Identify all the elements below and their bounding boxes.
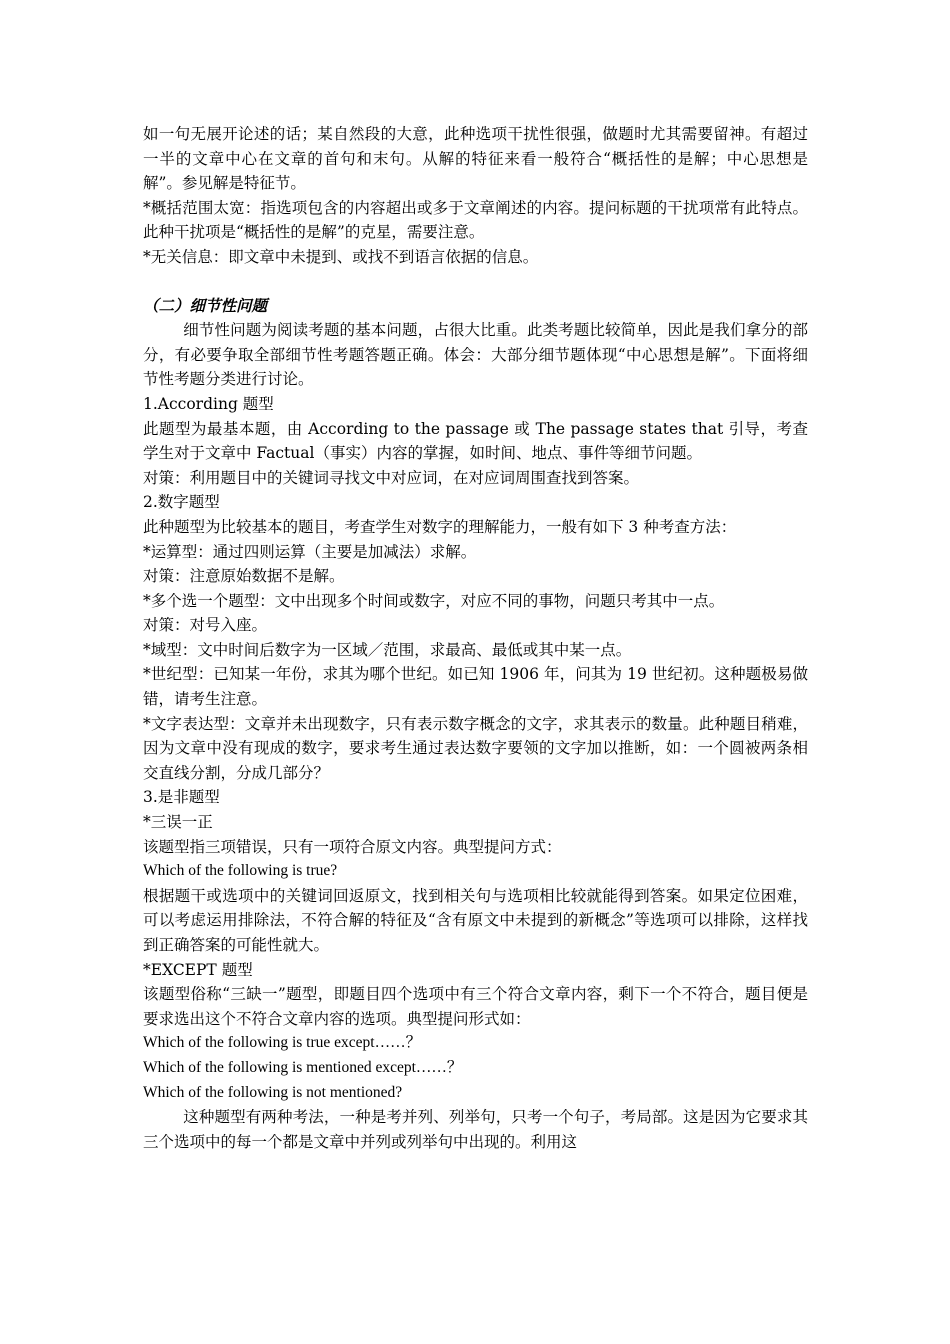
subheading-according: 1.According 题型 <box>143 394 274 413</box>
paragraph-main-idea-distractor: 如一句无展开论述的话；某自然段的大意，此种选项干扰性很强，做题时尤其需要留神。有超过一半的文章中心在文章的首句和末句。从解的特征来看一般符合“概括性的是解；中心思想是解”。参见解是特征节。 <box>143 125 808 193</box>
paragraph-range-type: *域型：文中时间后数字为一区域／范围，求最高、最低或其中某一点。 <box>143 640 632 659</box>
subheading-true-false: 3.是非题型 <box>143 788 220 807</box>
example-question-mentioned-except: Which of the following is mentioned except……？ <box>143 1058 463 1076</box>
paragraph-according-strategy: 对策：利用题目中的关键词寻找文中对应词，在对应词周围查找到答案。 <box>143 468 640 487</box>
paragraph-three-wrong-one-right: *三误一正 <box>143 813 213 832</box>
paragraph-calculation-strategy: 对策：注意原始数据不是解。 <box>143 567 345 586</box>
paragraph-multi-choice-type: *多个选一个题型：文中出现多个时间或数字，对应不同的事物，问题只考其中一点。 <box>143 591 725 610</box>
subheading-number-questions: 2.数字题型 <box>143 493 220 512</box>
paragraph-except-type: *EXCEPT 题型 <box>143 960 253 979</box>
paragraph-multi-choice-strategy: 对策：对号入座。 <box>143 616 268 635</box>
paragraph-three-wrong-desc: 该题型指三项错误，只有一项符合原文内容。典型提问方式： <box>143 837 562 856</box>
section-heading-detail-questions: （二）细节性问题 <box>143 295 268 315</box>
example-question-true-except: Which of the following is true except……？ <box>143 1034 422 1052</box>
paragraph-irrelevant-info: *无关信息：即文章中未提到、或找不到语言依据的信息。 <box>143 247 539 266</box>
paragraph-true-false-strategy: 根据题干或选项中的关键词回返原文，找到相关句与选项相比较就能得到答案。如果定位困难，可以考虑运用排除法，不符合解的特征及“含有原文中未提到的新概念”等选项可以排除，这样找到正确答案的可能性就大。 <box>143 886 808 954</box>
document-page <box>143 122 808 1154</box>
paragraph-except-two-methods: 这种题型有两种考法，一种是考并列、列举句，只考一个句子，考局部。这是因为它要求其三个选项中的每一个都是文章中并列或列举句中出现的。利用这 <box>143 1108 808 1151</box>
paragraph-calculation-type: *运算型：通过四则运算（主要是加减法）求解。 <box>143 542 477 561</box>
paragraph-text-expression-type: *文字表达型：文章并未出现数字，只有表示数字概念的文字，求其表示的数量。此种题目稍难，因为文章中没有现成的数字，要求考生通过表达数字要领的文字加以推断，如：一个圆被两条相交直线分割，分成几部分？ <box>143 714 808 782</box>
paragraph-detail-intro: 细节性问题为阅读考题的基本问题，占很大比重。此类考题比较简单，因此是我们拿分的部分，有必要争取全部细节性考题答题正确。体会：大部分细节题体现“中心思想是解”。下面将细节性考题分类进行讨论。 <box>143 321 808 389</box>
paragraph-except-desc: 该题型俗称“三缺一”题型，即题目四个选项中有三个符合文章内容，剩下一个不符合，题目便是要求选出这个不符合文章内容的选项。典型提问形式如： <box>143 985 808 1028</box>
paragraph-according-desc: 此题型为最基本题，由 According to the passage 或 The passage states that 引导，考查学生对于文章中 Factual（事实）内容的掌握，如时间、地点、事件等细节问题。 <box>143 419 808 463</box>
paragraph-number-desc: 此种题型为比较基本的题目，考查学生对数字的理解能力，一般有如下 3 种考查方法： <box>143 517 737 536</box>
example-question-not-mentioned: Which of the following is not mentioned? <box>143 1083 403 1101</box>
blank-line <box>143 270 808 294</box>
paragraph-century-type: *世纪型：已知某一年份，求其为哪个世纪。如已知 1906 年，问其为 19 世纪初。这种题极易做错，请考生注意。 <box>143 665 808 709</box>
example-question-true: Which of the following is true? <box>143 862 338 880</box>
paragraph-too-broad: *概括范围太宽：指选项包含的内容超出或多于文章阐述的内容。提问标题的干扰项常有此特点。此种干扰项是“概括性的是解”的克星，需要注意。 <box>143 198 808 242</box>
